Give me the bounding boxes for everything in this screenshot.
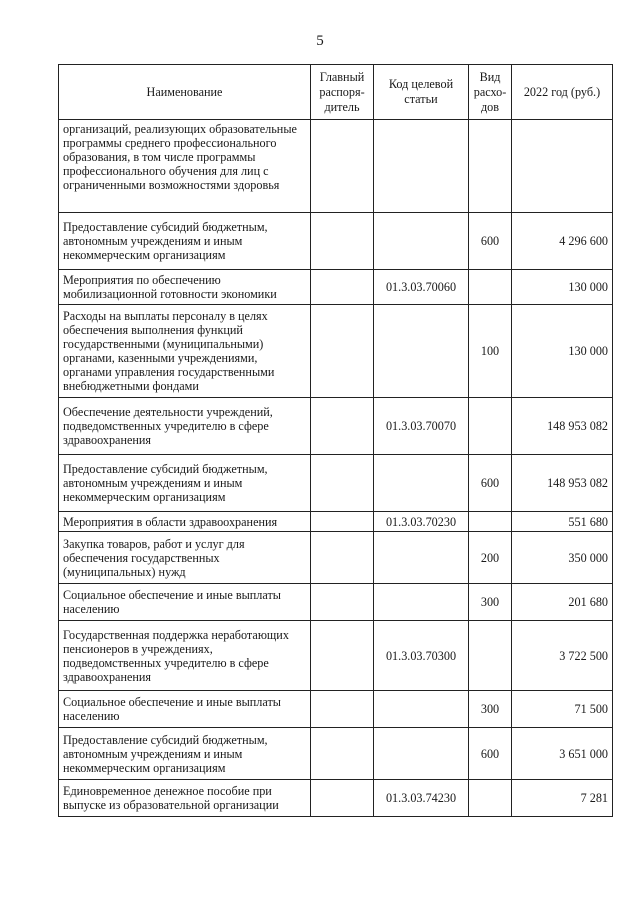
row-sum-cell <box>512 120 613 213</box>
row-expense-type-cell: 600 <box>469 213 512 270</box>
page-number: 5 <box>316 33 324 49</box>
row-main-manager-cell <box>311 455 374 512</box>
header-year-sum: 2022 год (руб.) <box>512 65 613 120</box>
row-main-manager-cell <box>311 270 374 305</box>
row-target-code-cell: 01.3.03.70060 <box>374 270 469 305</box>
row-name-cell: Социальное обеспечение и иные выплаты населению <box>59 584 311 621</box>
header-name: Наименование <box>59 65 311 120</box>
table-row <box>59 728 613 780</box>
row-expense-type-cell: 200 <box>469 532 512 584</box>
row-main-manager-cell <box>311 621 374 691</box>
table-header-row <box>59 65 613 120</box>
row-main-manager-cell <box>311 398 374 455</box>
table-row <box>59 213 613 270</box>
row-main-manager-cell <box>311 584 374 621</box>
row-expense-type-cell: 600 <box>469 455 512 512</box>
table-row <box>59 455 613 512</box>
row-target-code-cell <box>374 691 469 728</box>
table-row <box>59 120 613 213</box>
row-name-cell: организаций, реализующих образовательные программы среднего профессионального образования, в том числе программы профессионального обучения для лиц с ограниченными возможностями здоровья <box>59 120 311 213</box>
table-row <box>59 532 613 584</box>
row-expense-type-cell <box>469 512 512 532</box>
row-main-manager-cell <box>311 532 374 584</box>
row-sum-cell: 130 000 <box>512 270 613 305</box>
row-name-cell: Закупка товаров, работ и услуг для обеспечения государственных (муниципальных) нужд <box>59 532 311 584</box>
row-target-code-cell <box>374 213 469 270</box>
row-target-code-cell: 01.3.03.70300 <box>374 621 469 691</box>
row-expense-type-cell <box>469 120 512 213</box>
table-row <box>59 621 613 691</box>
row-name-cell: Мероприятия в области здравоохранения <box>59 512 311 532</box>
table-row <box>59 512 613 532</box>
row-expense-type-cell: 300 <box>469 691 512 728</box>
table-row <box>59 270 613 305</box>
table-row <box>59 584 613 621</box>
row-sum-cell: 148 953 082 <box>512 455 613 512</box>
header-expense-type: Вид расхо-дов <box>469 65 512 120</box>
row-name-cell: Расходы на выплаты персоналу в целях обеспечения выполнения функций государственными (муниципальными) органами, казенными учреждениями, органами управления государственными внебюджетными фондами <box>59 305 311 398</box>
row-sum-cell: 551 680 <box>512 512 613 532</box>
table-row <box>59 780 613 817</box>
row-sum-cell: 7 281 <box>512 780 613 817</box>
table-row <box>59 305 613 398</box>
row-expense-type-cell: 100 <box>469 305 512 398</box>
row-main-manager-cell <box>311 780 374 817</box>
row-target-code-cell <box>374 584 469 621</box>
row-name-cell: Предоставление субсидий бюджетным, автономным учреждениям и иным некоммерческим организациям <box>59 455 311 512</box>
row-expense-type-cell <box>469 270 512 305</box>
row-name-cell: Предоставление субсидий бюджетным, автономным учреждениям и иным некоммерческим организациям <box>59 728 311 780</box>
row-target-code-cell <box>374 728 469 780</box>
row-main-manager-cell <box>311 120 374 213</box>
row-target-code-cell <box>374 455 469 512</box>
table-row <box>59 691 613 728</box>
row-name-cell: Государственная поддержка неработающих пенсионеров в учреждениях, подведомственных учредителю в сфере здравоохранения <box>59 621 311 691</box>
row-main-manager-cell <box>311 305 374 398</box>
header-main-manager: Главный распоря-дитель <box>311 65 374 120</box>
row-main-manager-cell <box>311 512 374 532</box>
row-sum-cell: 4 296 600 <box>512 213 613 270</box>
row-target-code-cell <box>374 532 469 584</box>
row-sum-cell: 148 953 082 <box>512 398 613 455</box>
row-main-manager-cell <box>311 213 374 270</box>
row-sum-cell: 3 651 000 <box>512 728 613 780</box>
budget-table <box>58 64 613 817</box>
row-name-cell: Социальное обеспечение и иные выплаты населению <box>59 691 311 728</box>
table-row <box>59 398 613 455</box>
row-name-cell: Мероприятия по обеспечению мобилизационной готовности экономики <box>59 270 311 305</box>
row-sum-cell: 71 500 <box>512 691 613 728</box>
row-main-manager-cell <box>311 728 374 780</box>
row-sum-cell: 130 000 <box>512 305 613 398</box>
row-main-manager-cell <box>311 691 374 728</box>
row-sum-cell: 350 000 <box>512 532 613 584</box>
row-target-code-cell <box>374 305 469 398</box>
row-target-code-cell: 01.3.03.70070 <box>374 398 469 455</box>
row-target-code-cell <box>374 120 469 213</box>
row-expense-type-cell: 600 <box>469 728 512 780</box>
row-expense-type-cell <box>469 398 512 455</box>
row-name-cell: Предоставление субсидий бюджетным, автономным учреждениям и иным некоммерческим организациям <box>59 213 311 270</box>
row-target-code-cell: 01.3.03.70230 <box>374 512 469 532</box>
row-sum-cell: 3 722 500 <box>512 621 613 691</box>
row-target-code-cell: 01.3.03.74230 <box>374 780 469 817</box>
row-name-cell: Единовременное денежное пособие при выпуске из образовательной организации <box>59 780 311 817</box>
row-name-cell: Обеспечение деятельности учреждений, подведомственных учредителю в сфере здравоохранения <box>59 398 311 455</box>
row-expense-type-cell: 300 <box>469 584 512 621</box>
row-expense-type-cell <box>469 621 512 691</box>
row-sum-cell: 201 680 <box>512 584 613 621</box>
row-expense-type-cell <box>469 780 512 817</box>
header-target-code: Код целевой статьи <box>374 65 469 120</box>
